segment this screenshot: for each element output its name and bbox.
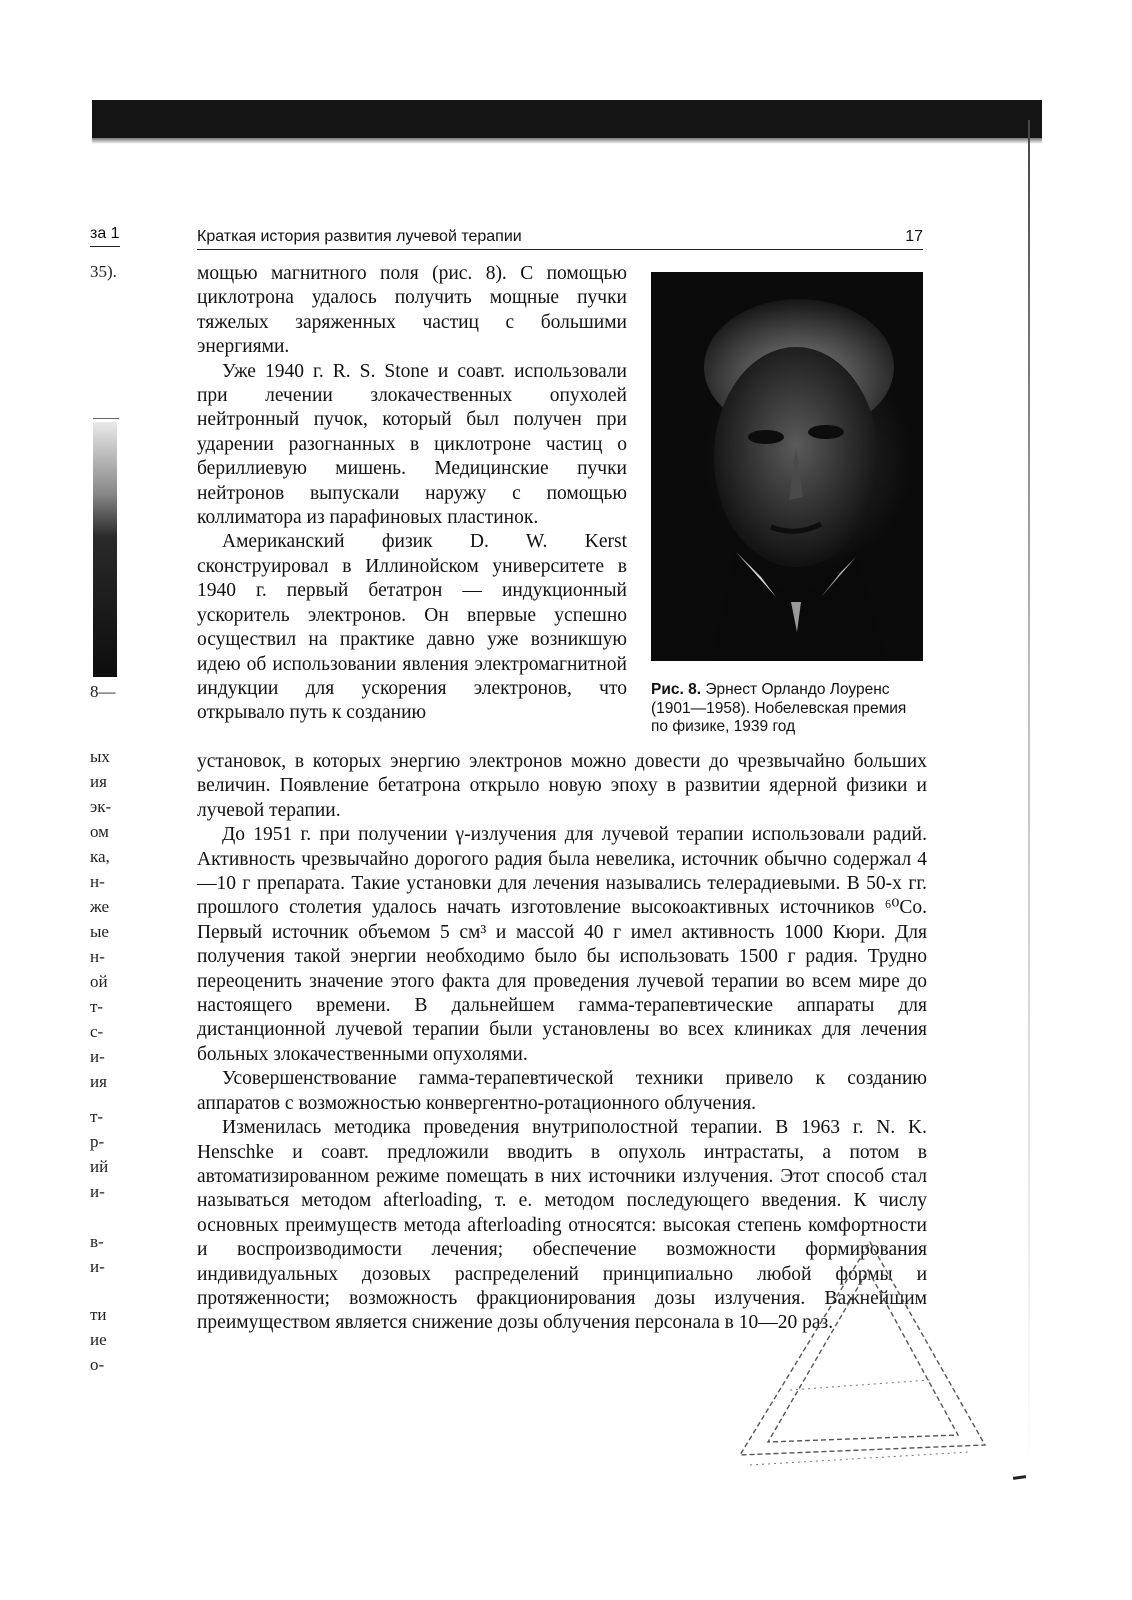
- paragraph: Изменилась методика проведения внутриполостной терапии. В 1963 г. N. K. Henschke и соавт. предложили вводить в опухоль интрастаты, а потом в автоматизированном режиме помещать в них источники излучения. Этот способ стал называться методом afterloading, т. е. методом последующего введения. К числу основных преимуществ метода afterloading относятся: высокая степень комфортности и воспроизводимости лечения; обеспечение возможности формирования индивидуальных дозовых распределений принципиально любой формы и протяженности; возможность фракционирования дозы излучения. Важнейшим преимуществом является снижение дозы облучения персонала в 10—20 раз.: [197, 1117, 927, 1334]
- margin-fragment: ти: [90, 1305, 107, 1324]
- paragraph: Усовершенствование гамма-терапевтической техники привело к созданию аппаратов с возможностью конвергентно-ротационного облучения.: [197, 1068, 927, 1114]
- page-number: 17: [905, 228, 923, 245]
- margin-fragment: р-: [90, 1132, 105, 1151]
- scan-mark: [1013, 1475, 1026, 1480]
- margin-fragment: же: [90, 897, 110, 916]
- paragraph: Американский физик D. W. Kerst сконструировал в Иллинойском университете в 1940 г. первый бетатрон — индукционный ускоритель электронов. Он впервые успешно осуществил на практике давно уже возникшую идею об использовании явления электромагнитной индукции для ускорения электронов, что открывало путь к созданию: [197, 531, 627, 724]
- previous-page-header-fragment: за 1: [90, 225, 120, 247]
- margin-fragment: н-: [90, 947, 105, 966]
- paragraph: Уже 1940 г. R. S. Stone и соавт. использовали при лечении злокачественных опухолей нейтронный пучок, который был получен при ударении разогнанных в циклотроне частиц о бериллиевую мишень. Медицинские пучки нейтронов выпускали наружу с помощью коллиматора из парафиновых пластинок.: [197, 360, 627, 529]
- text-column: [197, 262, 627, 726]
- margin-fragment: 8—: [90, 682, 116, 701]
- margin-fragment: ий: [90, 1157, 109, 1176]
- margin-fragment: т-: [90, 997, 104, 1016]
- running-header: [197, 225, 923, 250]
- paragraph: установок, в которых энергию электронов можно довести до чрезвычайно больших величин. Появление бетатрона открыло новую эпоху в развитии ядерной физики и лучевой терапии.: [197, 751, 927, 821]
- portrait-photo: [651, 272, 923, 661]
- figure-label: Рис. 8.: [651, 681, 702, 698]
- margin-fragment: эк-: [90, 797, 112, 816]
- margin-fragment: в-: [90, 1232, 104, 1251]
- margin-fragment: н-: [90, 872, 105, 891]
- margin-fragment: ые: [90, 922, 109, 941]
- margin-fragment: и-: [90, 1047, 105, 1066]
- margin-fragment: и-: [90, 1182, 105, 1201]
- library-stamp: [730, 1240, 990, 1500]
- margin-fragment: ых: [90, 747, 110, 766]
- paragraph: До 1951 г. при получении γ-излучения для лучевой терапии использовали радий. Активность чрезвычайно дорогого радия была невелика, источник обычно содержал 4—10 г препарата. Такие установки для лечения назывались телерадиевыми. В 50-х гг. прошлого столетия удалось начать изготовление высокоактивных источников ⁶⁰Co. Первый источник объемом 5 см³ и массой 40 г имел активность 1000 Кюри. Для получения такой энергии необходимо было бы использовать 1500 г радия. Трудно переоценить значение этого факта для проведения лучевой терапии во всем мире до настоящего времени. В дальнейшем гамма-терапевтические аппараты для дистанционной лучевой терапии были установлены во всех клиниках для лечения больных злокачественными опухолями.: [197, 824, 927, 1065]
- margin-fragment: с-: [90, 1022, 104, 1041]
- scan-top-bar: [92, 100, 1042, 138]
- portrait-photo-icon: [651, 272, 923, 661]
- margin-fragment: 35).: [90, 262, 117, 281]
- scan-page-edge: [1028, 120, 1030, 1470]
- margin-fragment: ка,: [90, 847, 110, 866]
- margin-image-edge: [93, 418, 119, 419]
- margin-fragment: ия: [90, 1072, 107, 1091]
- paragraph: мощью магнитного поля (рис. 8). С помощью циклотрона удалось получить мощные пучки тяжелых заряженных частиц с большими энергиями.: [197, 263, 627, 358]
- margin-fragment: о-: [90, 1355, 105, 1374]
- scan-top-shadow: [92, 138, 1042, 144]
- margin-fragment: ом: [90, 822, 109, 841]
- figure-caption-text: Эрнест Орландо Лоуренс (1901—1958). Нобелевская премия по физике, 1939 год: [651, 681, 907, 735]
- margin-image-fragment: [93, 422, 117, 677]
- margin-fragment: ой: [90, 972, 108, 991]
- figure-caption: [651, 681, 926, 737]
- margin-fragment: ия: [90, 772, 107, 791]
- margin-fragment: ие: [90, 1330, 107, 1349]
- running-header-title: Краткая история развития лучевой терапии: [197, 228, 522, 245]
- margin-fragment: т-: [90, 1107, 104, 1126]
- margin-fragment: и-: [90, 1257, 105, 1276]
